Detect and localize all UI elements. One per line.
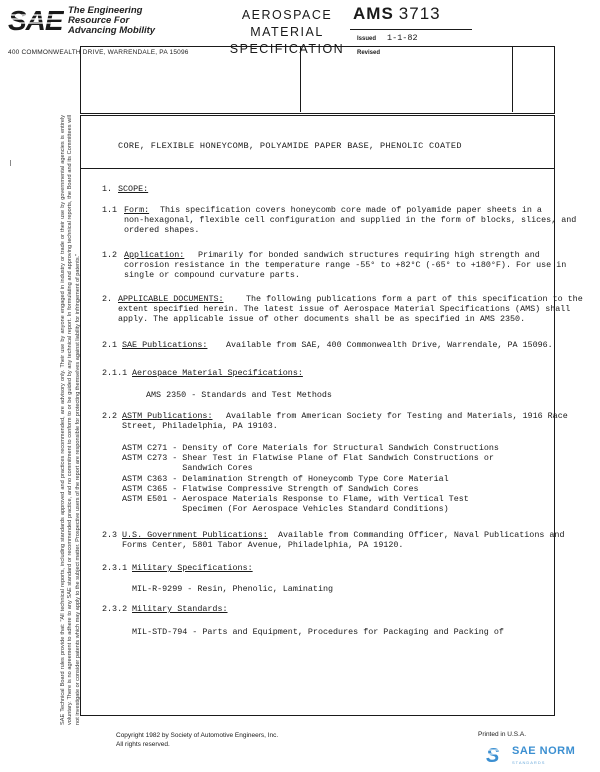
document-title: CORE, FLEXIBLE HONEYCOMB, POLYAMIDE PAPER BASE, PHENOLIC COATED xyxy=(118,141,462,151)
section-2-2-heading: ASTM Publications: xyxy=(122,411,213,421)
astm-e501-item-cont: Specimen (For Aerospace Vehicles Standard Conditions) xyxy=(122,504,449,514)
astm-c273-item: ASTM C273 - Shear Test in Flatwise Plane of Flat Sandwich Constructions or xyxy=(122,453,494,463)
section-2-3-line-2: Forms Center, 5801 Tabor Avenue, Philadelphia, PA 19120. xyxy=(122,540,404,550)
spec-title-line-2: MATERIAL xyxy=(250,25,324,39)
astm-c365-item: ASTM C365 - Flatwise Compressive Strength of Sandwich Cores xyxy=(122,484,419,494)
section-1-1-line-1: This specification covers honeycomb core made of polyamide paper sheets in a xyxy=(160,205,542,215)
section-1-2-line-3: single or compound curvature parts. xyxy=(124,270,300,280)
section-1-2-line-1: Primarily for bonded sandwich structures requiring high strength and xyxy=(198,250,540,260)
printed-in: Printed in U.S.A. xyxy=(478,731,527,738)
ams-label: AMS xyxy=(353,4,394,23)
section-2-1-1-heading: Aerospace Material Specifications: xyxy=(132,368,303,378)
section-1-1-heading: Form: xyxy=(124,205,150,215)
section-2-3-line-1: Available from Commanding Officer, Naval Publications and xyxy=(278,530,565,540)
section-1-number: 1. xyxy=(102,184,113,194)
section-1-1-line-2: non-hexagonal, flexible cell configuration and supplied in the form of blocks, slices, and xyxy=(124,215,577,225)
title-divider xyxy=(80,168,555,169)
sae-address: 400 COMMONWEALTH DRIVE, WARRENDALE, PA 15096 xyxy=(8,49,189,56)
astm-e501-item: ASTM E501 - Aerospace Materials Response to Flame, with Vertical Test xyxy=(122,494,469,504)
section-1-1-number: 1.1 xyxy=(102,205,118,215)
section-2-2-line-2: Street, Philadelphia, PA 19103. xyxy=(122,421,278,431)
section-2-3-1-heading: Military Specifications: xyxy=(132,563,253,573)
copyright-line-1: Copyright 1982 by Society of Automotive Engineers, Inc. xyxy=(116,732,279,739)
section-2-1-number: 2.1 xyxy=(102,340,118,350)
section-2-number: 2. xyxy=(102,294,113,304)
section-1-2-line-2: corrosion resistance in the temperature range -55° to +82°C (-65° to +180°F). For use in xyxy=(124,260,567,270)
watermark-text: SAE NORM xyxy=(512,745,576,757)
section-2-3-number: 2.3 xyxy=(102,530,118,540)
sae-disclaimer: SAE Technical Board rules provide that: "All technical reports, including standards approved and practices recommended, are advisory only. Their use by anyone engaged in industry or trade or their use by governmental agencies is entirely voluntary. There is no agreement to adhere to any SAE standard or recommended practice, and no commitment to conform to or be guided by any technical report. In formulating and approving technical reports, the Board and its Committees will not investigate or consider patents which may apply to the subject matter. Prospective users of the report are responsible for protecting themselves against liability for infringement of patents." xyxy=(60,115,81,725)
section-2-line-1: The following publications form a part of this specification to the xyxy=(246,294,583,304)
section-1-2-heading: Application: xyxy=(124,250,185,260)
sae-tagline xyxy=(68,6,155,36)
section-2-3-1-number: 2.3.1 xyxy=(102,563,128,573)
issued-value: 1-1-82 xyxy=(387,33,418,43)
revised-label: Revised xyxy=(357,50,381,56)
section-2-1-1-number: 2.1.1 xyxy=(102,368,128,378)
astm-c273-item-cont: Sandwich Cores xyxy=(122,463,253,473)
section-2-heading: APPLICABLE DOCUMENTS: xyxy=(118,294,224,304)
astm-c271-item: ASTM C271 - Density of Core Materials for Structural Sandwich Constructions xyxy=(122,443,499,453)
spec-title-line-3: SPECIFICATION xyxy=(229,42,345,56)
section-2-1-heading: SAE Publications: xyxy=(122,340,208,350)
section-1-heading: SCOPE: xyxy=(118,184,149,194)
copyright-line-2: All rights reserved. xyxy=(116,741,170,748)
ams-2350-item: AMS 2350 - Standards and Test Methods xyxy=(146,390,332,400)
section-2-1-line-1: Available from SAE, 400 Commonwealth Drive, Warrendale, PA 15096. xyxy=(226,340,553,350)
spec-type-title xyxy=(225,7,349,58)
ams-number: 3713 xyxy=(398,4,441,23)
tagline-line-1: The Engineering xyxy=(68,5,143,16)
mil-r-9299-item: MIL-R-9299 - Resin, Phenolic, Laminating xyxy=(132,584,334,594)
ams-designation xyxy=(353,4,441,24)
section-1-2-number: 1.2 xyxy=(102,250,118,260)
sae-logo xyxy=(8,6,64,34)
margin-tick xyxy=(10,160,11,166)
section-2-3-2-number: 2.3.2 xyxy=(102,604,128,614)
mil-std-794-item: MIL-STD-794 - Parts and Equipment, Procedures for Packaging and Packing of xyxy=(132,627,504,637)
tagline-line-2: Resource For xyxy=(68,15,130,26)
tagline-line-3: Advancing Mobility xyxy=(68,25,156,36)
sae-logo-text: SAE xyxy=(8,6,63,34)
section-2-3-heading: U.S. Government Publications: xyxy=(122,530,268,540)
svg-text:S: S xyxy=(486,745,500,767)
section-2-2-number: 2.2 xyxy=(102,411,118,421)
watermark-subtext: STANDARDS xyxy=(512,760,546,765)
section-2-3-2-heading: Military Standards: xyxy=(132,604,228,614)
ams-divider xyxy=(350,29,472,30)
section-2-line-2: extent specified herein. The latest issue of Aerospace Material Specifications (AMS) shall xyxy=(118,304,571,314)
spec-title-line-1: AEROSPACE xyxy=(241,8,333,22)
section-2-line-3: apply. The applicable issue of other documents shall be as specified in AMS 2350. xyxy=(118,314,526,324)
section-1-1-line-3: ordered shapes. xyxy=(124,225,200,235)
section-2-2-line-1: Available from American Society for Testing and Materials, 1916 Race xyxy=(226,411,568,421)
issued-label: Issued xyxy=(357,36,377,42)
astm-c363-item: ASTM C363 - Delamination Strength of Honeycomb Type Core Material xyxy=(122,474,449,484)
copyright-notice xyxy=(116,731,278,749)
